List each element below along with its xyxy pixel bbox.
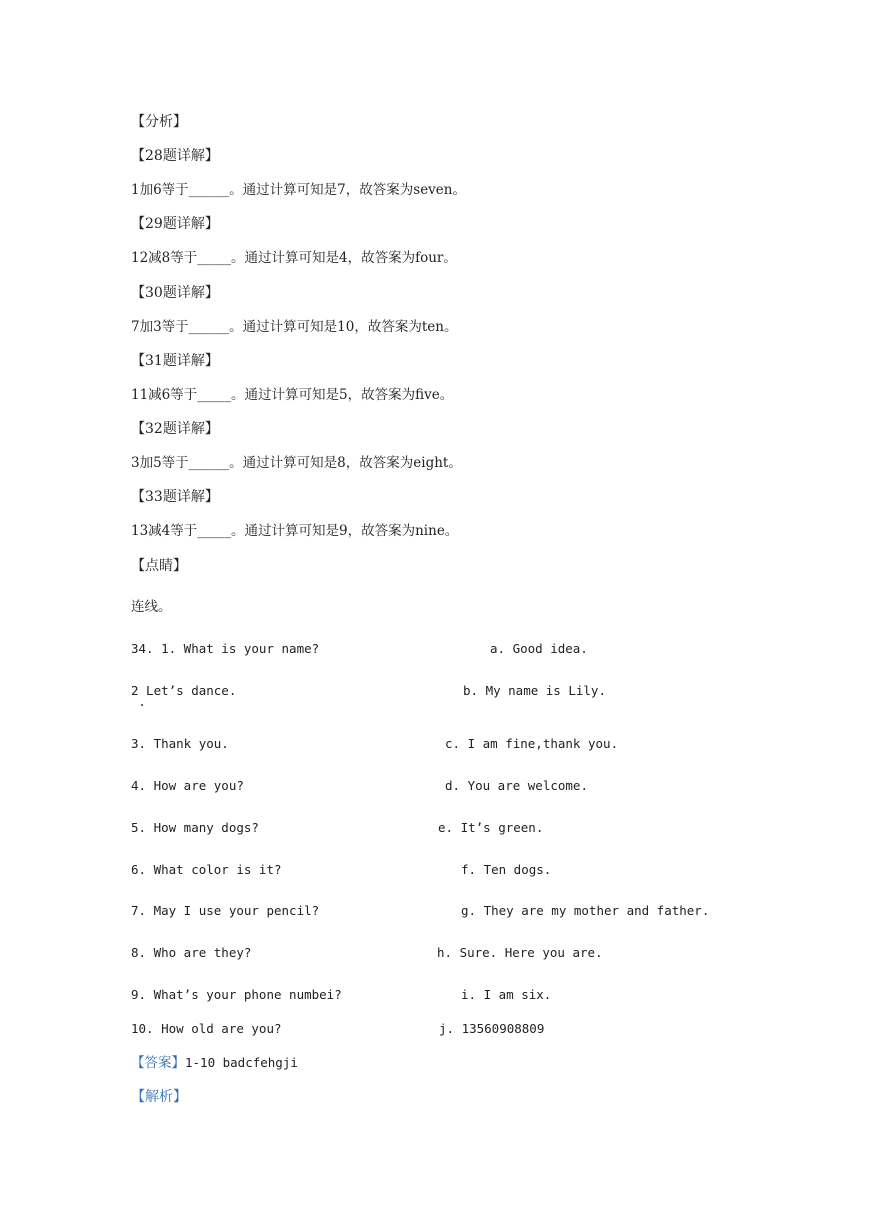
q32-text: 3加5等于______。通过计算可知是8，故答案为eight。 — [131, 455, 462, 471]
q29-text: 12减8等于_____。通过计算可知是4，故答案为four。 — [131, 250, 457, 266]
answer-value: 1-10 badcfehgji — [185, 1055, 298, 1070]
stray-dot — [141, 704, 143, 706]
left-item-6: 6. What color is it? — [131, 862, 282, 877]
left-item-10: 10. How old are you? — [131, 1021, 282, 1036]
left-item-9: 9. What’s your phone numbei? — [131, 987, 342, 1002]
left-item-7: 7. May I use your pencil? — [131, 903, 320, 918]
left-item-8: 8. Who are they? — [131, 945, 252, 960]
right-item-e: e. It’s green. — [438, 820, 544, 835]
right-item-f: f. Ten dogs. — [461, 862, 552, 877]
dianjing-heading: 【点睛】 — [131, 558, 187, 574]
left-item-1: 34. 1. What is your name? — [131, 641, 320, 656]
answer-line — [131, 1054, 298, 1072]
right-item-d: d. You are welcome. — [445, 778, 588, 793]
q31-text: 11减6等于_____。通过计算可知是5，故答案为five。 — [131, 387, 454, 403]
q28-text: 1加6等于______。通过计算可知是7，故答案为seven。 — [131, 182, 466, 198]
q28-heading: 【28题详解】 — [131, 148, 219, 164]
q30-text: 7加3等于______。通过计算可知是10，故答案为ten。 — [131, 319, 458, 335]
right-item-j: j. 13560908809 — [439, 1021, 545, 1036]
right-item-h: h. Sure. Here you are. — [437, 945, 603, 960]
analysis-heading: 【分析】 — [131, 114, 187, 130]
left-item-5: 5. How many dogs? — [131, 820, 259, 835]
q33-text: 13减4等于_____。通过计算可知是9，故答案为nine。 — [131, 523, 459, 539]
answer-label: 【答案】 — [131, 1055, 185, 1071]
left-item-2: 2 Let’s dance. — [131, 683, 237, 698]
left-item-3: 3. Thank you. — [131, 736, 229, 751]
q32-heading: 【32题详解】 — [131, 421, 219, 437]
q30-heading: 【30题详解】 — [131, 285, 219, 301]
lianxian-text: 连线。 — [131, 599, 172, 615]
jiexi-heading: 【解析】 — [131, 1089, 187, 1105]
q33-heading: 【33题详解】 — [131, 489, 219, 505]
right-item-a: a. Good idea. — [490, 641, 588, 656]
q29-heading: 【29题详解】 — [131, 216, 219, 232]
right-item-g: g. They are my mother and father. — [461, 903, 710, 918]
right-item-i: i. I am six. — [461, 987, 552, 1002]
q31-heading: 【31题详解】 — [131, 353, 219, 369]
right-item-c: c. I am fine,thank you. — [445, 736, 619, 751]
left-item-4: 4. How are you? — [131, 778, 244, 793]
right-item-b: b. My name is Lily. — [463, 683, 606, 698]
